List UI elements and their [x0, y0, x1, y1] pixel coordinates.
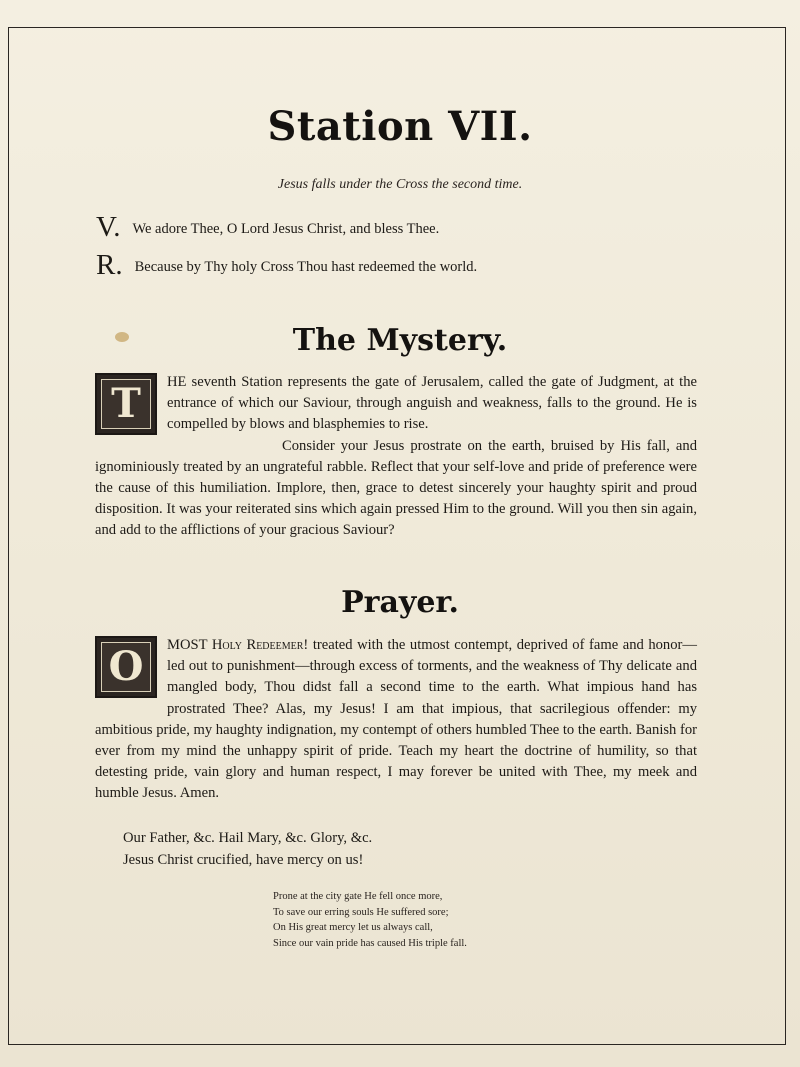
verse-line: Since our vain pride has caused His triple fall. — [273, 937, 467, 949]
station-subtitle: Jesus falls under the Cross the second time. — [277, 177, 523, 192]
mystery-heading: The Mystery. — [292, 323, 508, 358]
verse-line: To save our erring souls He suffered sore; — [273, 906, 449, 918]
response-text: Because by Thy holy Cross Thou hast redeemed the world. — [134, 259, 478, 275]
versicle-letter: V. — [96, 211, 121, 243]
prayer-heading: Prayer. — [341, 585, 459, 620]
mystery-paragraph-2: Consider your Jesus prostrate on the earth, bruised by His fall, and ignominiously treated by an ungrateful rabble. Reflect that your self-love and pride of preference were the cause of this humiliation. Implore, then, grace to detest sincerely your haughty spirit and proud disposition. It was your reiterated sins which again pressed Him to the ground. Will you then sin again, and add to the afflictions of your gracious Saviour? — [95, 437, 697, 539]
prayer-dropcap-letter: O — [108, 643, 144, 690]
prayer-dropcap — [95, 636, 157, 698]
prayer-small-caps: Holy Redeemer — [211, 637, 304, 653]
prayer-text: ! treated with the utmost contempt, deprived of fame and honor—led out to punishment—through excess of torments, and the weakness of Thy delicate and mangled body, Thou didst fall a second time to the earth. What impious hand has prostrated Thee? Alas, my Jesus! I am that impious, that sacrilegious offender: my ambitious pride, my haughty indignation, my contempt of others humbled Thee to the earth. Banish for ever from my mind the unhappy spirit of pride. Teach my heart the doctrine of humility, so that detesting pride, vain glory and human respect, I may forever be united with Thee, my meek and humble Jesus. Amen. — [95, 637, 698, 802]
mystery-dropcap — [95, 373, 157, 435]
prayer-section — [95, 635, 697, 805]
verse-line: Prone at the city gate He fell once more, — [273, 891, 443, 902]
response — [96, 249, 477, 282]
verse — [273, 889, 467, 951]
prayer-closing-2: Jesus Christ crucified, have mercy on us! — [123, 852, 364, 868]
versicle-text: We adore Thee, O Lord Jesus Christ, and bless Thee. — [132, 221, 440, 237]
prayer-closing-1: Our Father, &c. Hail Mary, &c. Glory, &c. — [123, 830, 373, 846]
mystery-dropcap-letter: T — [111, 380, 141, 427]
station-title: Station VII. — [267, 103, 533, 150]
mystery-paragraph-1: HE seventh Station represents the gate of Jerusalem, called the gate of Judgment, at the entrance of which our Saviour, through anguish and weakness, falls to the ground. He is compelled by blows and blasphemies to rise. — [167, 374, 697, 433]
response-letter: R. — [96, 249, 123, 281]
prayer-paragraph — [95, 635, 697, 805]
prayer-opening: MOST — [167, 637, 212, 653]
verse-line: On His great mercy let us always call, — [273, 922, 433, 933]
versicle — [96, 211, 439, 244]
mystery-section — [95, 372, 697, 542]
